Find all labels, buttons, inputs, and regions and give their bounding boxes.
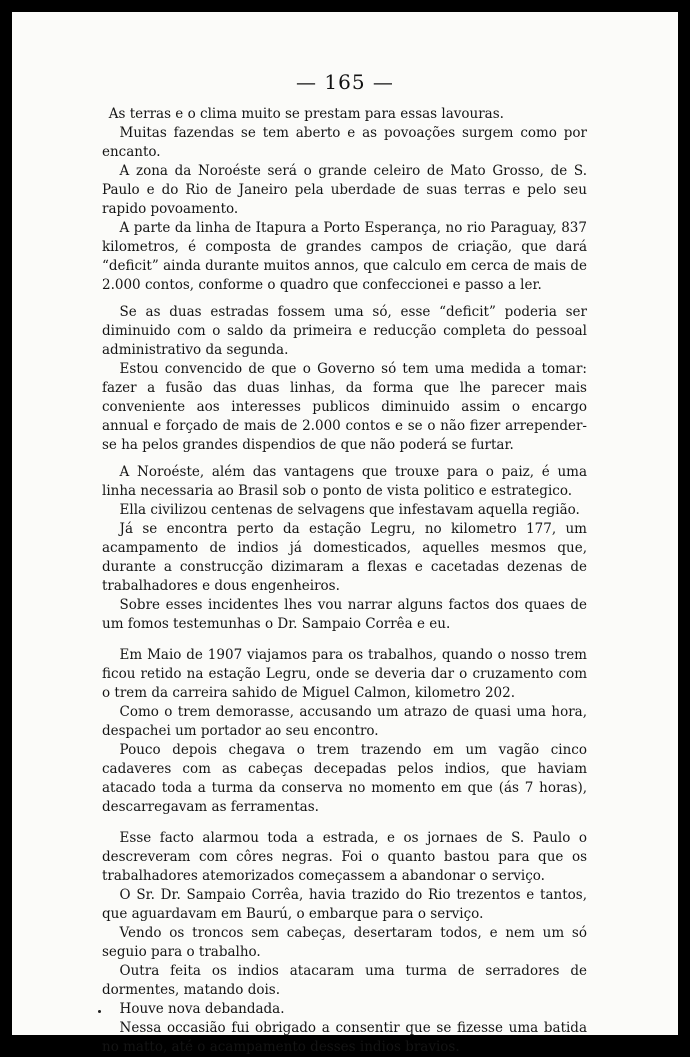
paragraph: Muitas fazendas se tem aberto e as povoações surgem como por encanto. (102, 125, 587, 160)
paragraph: Pouco depois chegava o trem trazendo em um vagão cinco cadaveres com as cabeças decepadas pelos indios, que haviam atacado toda a turma da conserva no momento em que (ás 7 horas), descarregavam as ferramentas. (102, 742, 587, 815)
paragraph: A parte da linha de Itapura a Porto Esperança, no rio Paraguay, 837 kilometros, é composta de grandes campos de criação, que dará “deficit” ainda durante muitos annos, que calculo em cerca de mais de 2.000 contos, conforme o quadro que confeccionei e passo a ler. (102, 220, 587, 293)
page-number: — 165 — (296, 70, 394, 94)
paragraph: Se as duas estradas fossem uma só, esse “deficit” poderia ser diminuido com o saldo da primeira e reducção completa do pessoal administrativo da segunda. (102, 304, 587, 358)
paragraph: Houve nova debandada. (119, 1001, 285, 1017)
paragraph: Sobre esses incidentes lhes vou narrar alguns factos dos quaes de um fomos testemunhas o Dr. Sampaio Corrêa e eu. (102, 597, 587, 632)
paragraph: Esse facto alarmou toda a estrada, e os jornaes de S. Paulo o descreveram com côres negras. Foi o quanto bastou para que os trabalhadores atemorizados começassem a abandonar o serviço. (102, 830, 587, 884)
body-text (102, 105, 587, 1057)
paragraph: Como o trem demorasse, accusando um atrazo de quasi uma hora, despachei um portador ao seu encontro. (102, 704, 587, 739)
paragraph: A zona da Noroéste será o grande celeiro de Mato Grosso, de S. Paulo e do Rio de Janeiro pela uberdade de suas terras e pelo seu rapido povoamento. (102, 163, 587, 217)
paragraph: Vendo os troncos sem cabeças, desertaram todos, e nem um só seguio para o trabalho. (102, 925, 587, 960)
print-speck (98, 1010, 101, 1013)
paragraph: O Sr. Dr. Sampaio Corrêa, havia trazido do Rio trezentos e tantos, que aguardavam em Baurú, o embarque para o serviço. (102, 887, 587, 922)
paragraph: A Noroéste, além das vantagens que trouxe para o paiz, é uma linha necessaria ao Brasil sob o ponto de vista politico e estrategico. (102, 464, 587, 499)
paragraph: Outra feita os indios atacaram uma turma de serradores de dormentes, matando dois. (102, 963, 587, 998)
paragraph: Nessa occasião fui obrigado a consentir que se fizesse uma batida no matto, até o acampamento desses indios bravios. (102, 1020, 587, 1055)
book-page (12, 12, 678, 1055)
paragraph: Ella civilizou centenas de selvagens que infestavam aquella região. (119, 502, 580, 518)
paragraph: Estou convencido de que o Governo só tem uma medida a tomar: fazer a fusão das duas linhas, da forma que lhe parecer mais conveniente aos interesses publicos diminuido assim o encargo annual e forçado de mais de 2.000 contos e se o não fizer arrepender-se ha pelos grandes dispendios de que não poderá se furtar. (102, 361, 587, 453)
paragraph: Em Maio de 1907 viajamos para os trabalhos, quando o nosso trem ficou retido na estação Legru, onde se deveria dar o cruzamento com o trem da carreira sahido de Miguel Calmon, kilometro 202. (102, 647, 587, 701)
paragraph: As terras e o clima muito se prestam para essas lavouras. (108, 106, 504, 122)
paragraph: Já se encontra perto da estação Legru, no kilometro 177, um acampamento de indios já domesticados, aquelles mesmos que, durante a construcção dizimaram a flexas e cacetadas dezenas de trabalhadores e dous engenheiros. (102, 521, 587, 594)
